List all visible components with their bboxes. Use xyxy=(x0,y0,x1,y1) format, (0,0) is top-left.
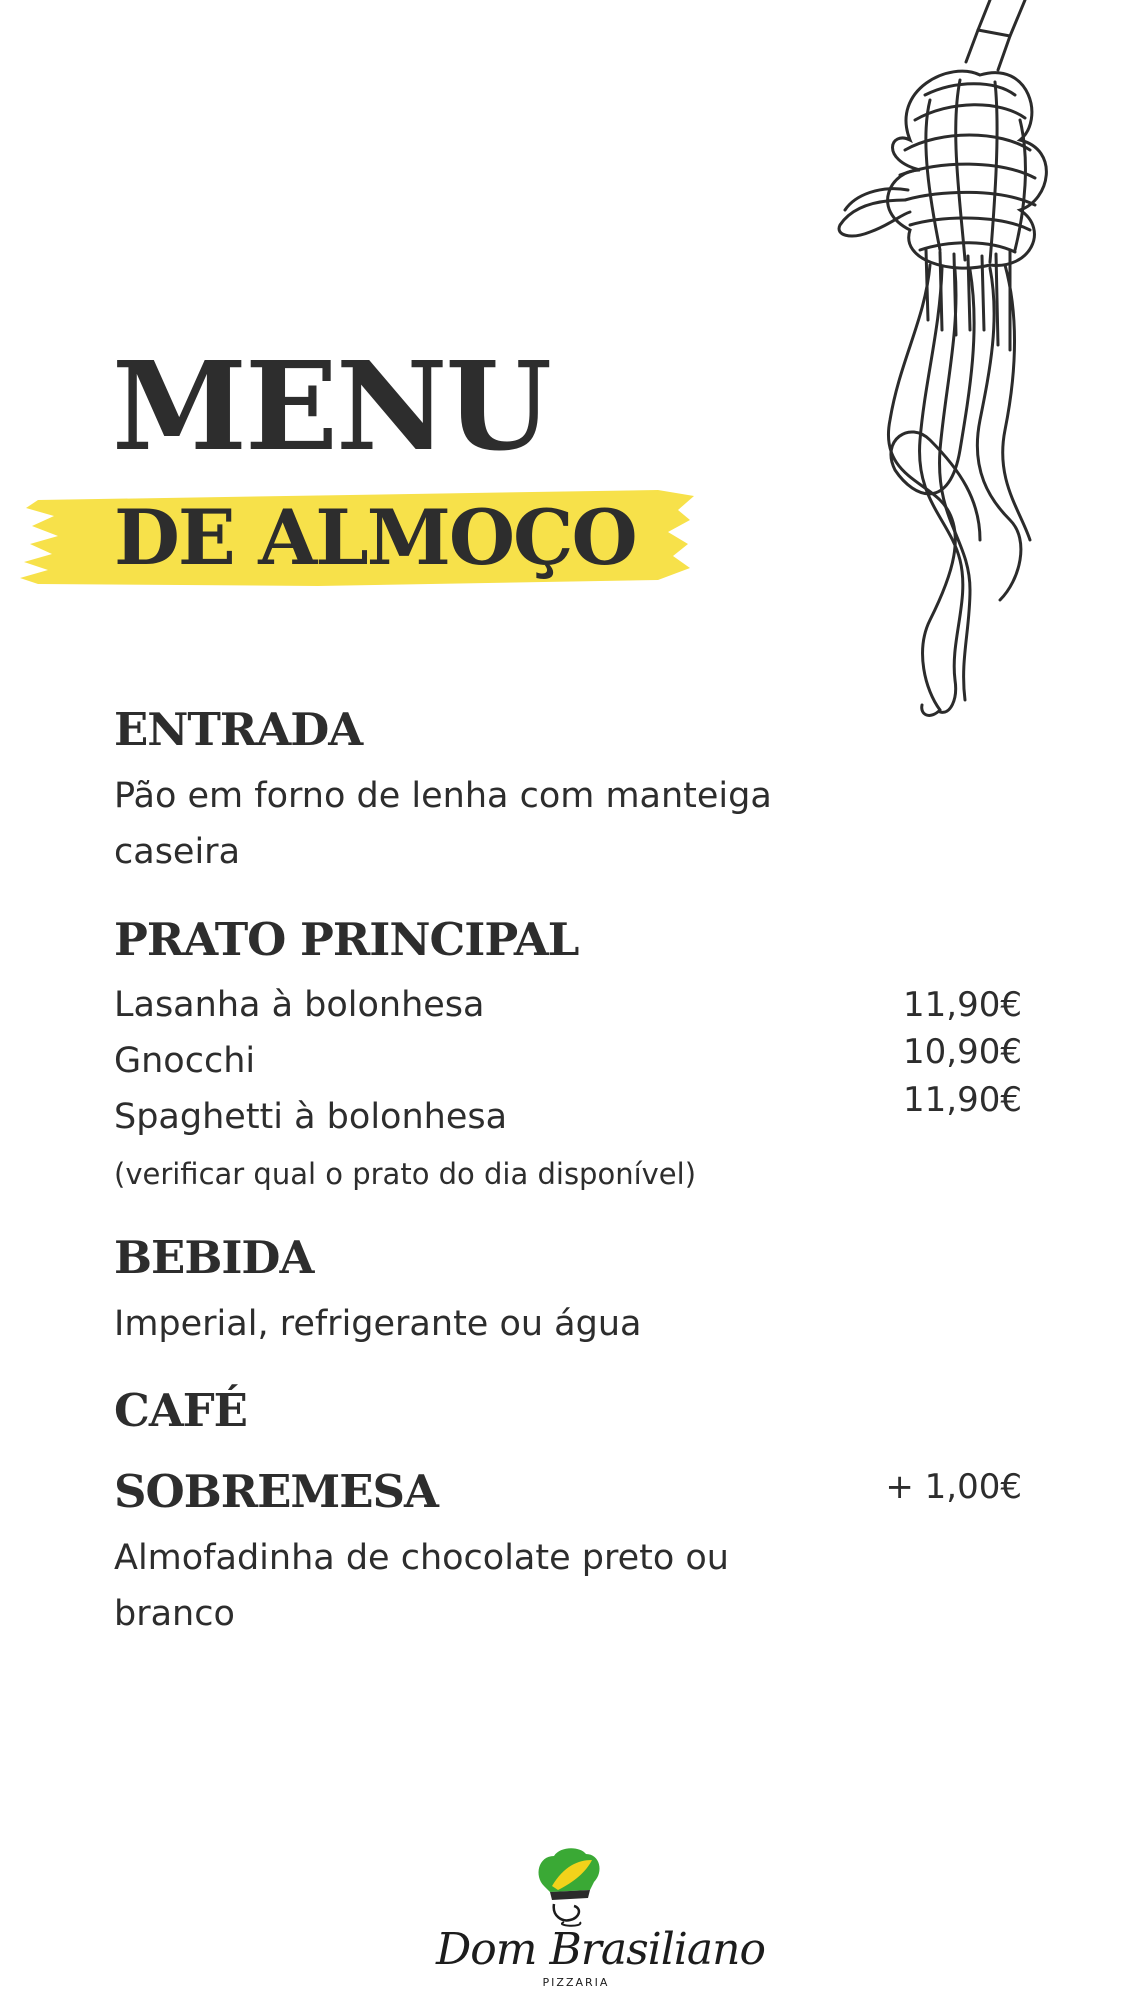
heading-bebida: BEBIDA xyxy=(114,1231,314,1284)
sobremesa-line-1: Almofadinha de chocolate preto ou xyxy=(114,1538,729,1578)
chef-hat-icon xyxy=(534,1846,604,1928)
entrada-line-1: Pão em forno de lenha com manteiga xyxy=(114,776,772,816)
dish-price-lasanha: 11,90€ xyxy=(903,985,1022,1025)
heading-prato-principal: PRATO PRINCIPAL xyxy=(114,913,579,966)
pasta-fork-icon xyxy=(830,0,1120,740)
heading-cafe: CAFÉ xyxy=(114,1384,247,1437)
entrada-line-2: caseira xyxy=(114,832,241,872)
sobremesa-price: + 1,00€ xyxy=(885,1467,1022,1507)
bebida-text: Imperial, refrigerante ou água xyxy=(114,1304,642,1344)
menu-title: MENU xyxy=(112,334,550,478)
dish-name-spaghetti: Spaghetti à bolonhesa xyxy=(114,1097,508,1137)
logo-tagline: PIZZARIA xyxy=(542,1976,610,1989)
heading-sobremesa: SOBREMESA xyxy=(114,1465,438,1518)
menu-subtitle: DE ALMOÇO xyxy=(114,493,636,582)
dish-name-gnocchi: Gnocchi xyxy=(114,1041,256,1081)
logo-name: Dom Brasiliano xyxy=(436,1924,765,1975)
dish-price-gnocchi: 10,90€ xyxy=(903,1032,1022,1072)
heading-entrada: ENTRADA xyxy=(114,703,363,756)
dish-name-lasanha: Lasanha à bolonhesa xyxy=(114,985,485,1025)
sobremesa-line-2: branco xyxy=(114,1594,235,1634)
dish-price-spaghetti: 11,90€ xyxy=(903,1080,1022,1120)
dish-of-day-note: (verificar qual o prato do dia disponível) xyxy=(114,1157,697,1191)
